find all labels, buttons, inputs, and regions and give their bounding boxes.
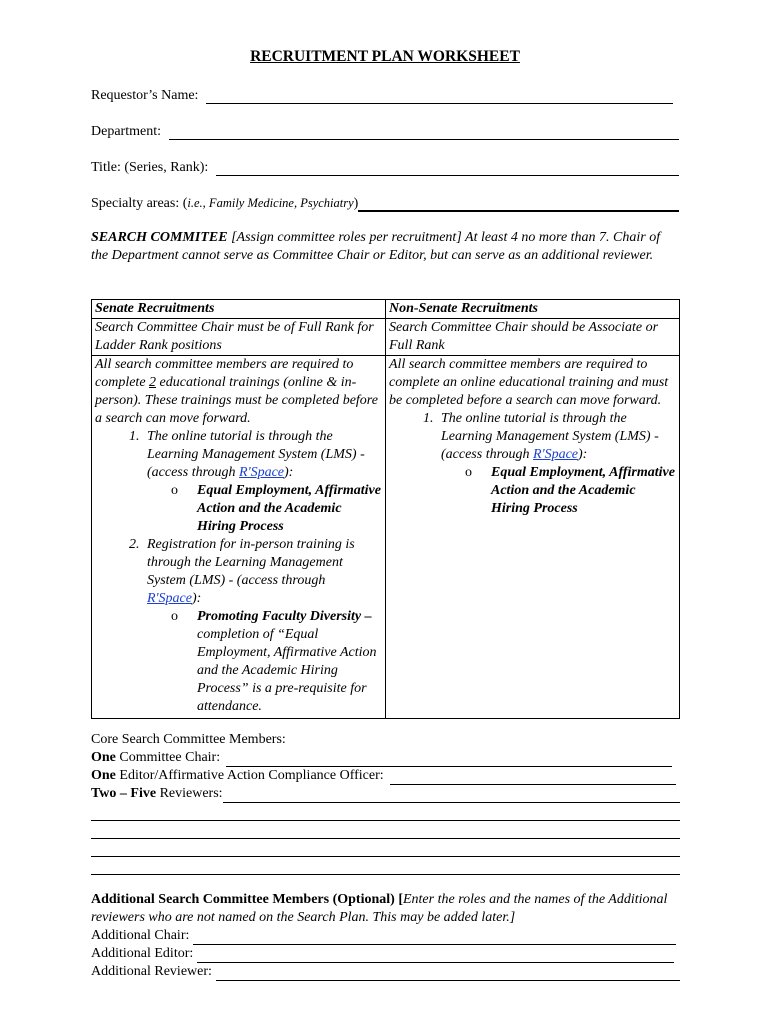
- requestor-name-label: Requestor’s Name:: [91, 88, 199, 103]
- page-title: RECRUITMENT PLAN WORKSHEET: [250, 48, 520, 65]
- reviewers-text: Reviewers:: [156, 786, 223, 801]
- committee-chair-count: One: [91, 750, 116, 765]
- additional-reviewer-label: Additional Reviewer:: [91, 964, 212, 979]
- table-chair-row: [92, 319, 680, 356]
- senate-training-cell: [92, 356, 386, 719]
- reviewers-label: [91, 785, 223, 803]
- senate-header: Senate Recruitments: [92, 300, 386, 319]
- recruitment-requirements-table: [91, 299, 680, 719]
- nonsenate-training-list: [389, 410, 676, 518]
- core-committee-section: [91, 731, 680, 875]
- senate-item1-sub-text: Equal Employment, Affirmative Action and the Academic Hiring Process: [197, 483, 381, 534]
- additional-heading-bold: Additional Search Committee Members (Optional) [: [91, 892, 403, 907]
- nonsenate-chair-requirement: Search Committee Chair should be Associate or Full Rank: [386, 319, 680, 356]
- specialty-suffix: ): [353, 196, 359, 211]
- committee-chair-row: [91, 749, 680, 767]
- senate-item2-sub-rest: completion of “Equal Employment, Affirmative Action and the Academic Hiring Process” is a pre-requisite for attendance.: [197, 627, 377, 714]
- nonsenate-header: Non-Senate Recruitments: [386, 300, 680, 319]
- title-row: [91, 158, 679, 176]
- reviewers-count: Two – Five: [91, 786, 157, 801]
- additional-committee-heading: [91, 891, 680, 927]
- additional-editor-label: Additional Editor:: [91, 946, 194, 961]
- department-field[interactable]: [169, 125, 679, 140]
- nonsenate-item1-end: ):: [578, 447, 588, 462]
- nonsenate-training-item-1: [437, 410, 676, 518]
- title-series-rank-label: Title: (Series, Rank):: [91, 160, 209, 175]
- senate-training-requirement: [95, 356, 382, 428]
- specialty-example: i.e., Family Medicine, Psychiatry: [187, 196, 354, 210]
- senate-req-after: educational trainings (online & in-person). These trainings must be completed before a search can move forward.: [95, 375, 378, 426]
- department-row: [91, 122, 679, 140]
- reviewer-line-4[interactable]: [91, 857, 680, 875]
- additional-reviewer-row: [91, 963, 680, 981]
- senate-item1-text: The online tutorial is through the Learning Management System (LMS) - (access through: [147, 429, 365, 480]
- senate-item2-sub-bold: Promoting Faculty Diversity –: [197, 609, 372, 624]
- editor-field[interactable]: [390, 770, 676, 785]
- senate-training-list: [95, 428, 382, 716]
- nonsenate-item1-subitem: [465, 464, 676, 518]
- editor-count: One: [91, 768, 116, 783]
- senate-item2-end: ):: [191, 591, 202, 606]
- senate-training-item-1: [143, 428, 382, 536]
- table-header-row: [92, 300, 680, 319]
- senate-item2-sublist: [147, 608, 382, 716]
- reviewer-line-1[interactable]: [91, 803, 680, 821]
- editor-text: Editor/Affirmative Action Compliance Officer:: [115, 768, 384, 783]
- senate-item2-rspace-link[interactable]: R'Space: [147, 591, 192, 606]
- search-committee-text: [Assign committee roles per recruitment] At least 4 no more than 7. Chair of the Department cannot serve as Committee Chair or Editor, but can serve as an additional reviewer.: [91, 230, 661, 263]
- committee-chair-label: [91, 749, 220, 767]
- bullet-icon: o: [171, 483, 178, 498]
- table-training-row: [92, 356, 680, 719]
- committee-chair-text: Committee Chair:: [115, 750, 221, 765]
- department-label: Department:: [91, 124, 161, 139]
- senate-item2-text: Registration for in-person training is through the Learning Management System (LMS) - (access through: [147, 537, 355, 588]
- senate-req-before: All search committee members are required to complete: [95, 357, 354, 390]
- additional-reviewer-field[interactable]: [216, 966, 680, 981]
- senate-training-item-2: [143, 536, 382, 716]
- senate-item1-rspace-link[interactable]: R'Space: [239, 465, 285, 480]
- nonsenate-item1-rspace-link[interactable]: R'Space: [533, 447, 579, 462]
- specialty-label: [91, 196, 358, 212]
- nonsenate-item1-sub-text: Equal Employment, Affirmative Action and the Academic Hiring Process: [491, 465, 675, 516]
- search-committee-heading: SEARCH COMMITEE: [91, 230, 228, 245]
- specialty-field[interactable]: [358, 196, 679, 212]
- editor-label: [91, 767, 384, 785]
- senate-item1-sublist: [147, 482, 382, 536]
- senate-chair-requirement: Search Committee Chair must be of Full Rank for Ladder Rank positions: [92, 319, 386, 356]
- reviewer-line-2[interactable]: [91, 821, 680, 839]
- nonsenate-item1-sublist: [441, 464, 676, 518]
- additional-chair-row: [91, 927, 680, 945]
- editor-row: [91, 767, 680, 785]
- reviewer-line-3[interactable]: [91, 839, 680, 857]
- additional-chair-label: Additional Chair:: [91, 928, 190, 943]
- senate-item2-subitem: [171, 608, 382, 716]
- senate-item1-end: ):: [284, 465, 294, 480]
- reviewers-row: [91, 785, 680, 803]
- additional-editor-row: [91, 945, 680, 963]
- nonsenate-item1-text: The online tutorial is through the Learning Management System (LMS) - (access through: [441, 411, 659, 462]
- core-committee-heading: Core Search Committee Members:: [91, 732, 286, 747]
- specialty-row: [91, 194, 679, 212]
- nonsenate-training-cell: [386, 356, 680, 719]
- title-series-rank-field[interactable]: [216, 161, 679, 176]
- senate-item1-subitem: [171, 482, 382, 536]
- additional-heading-italic: Enter the roles and the names of the Additional reviewers who are not named on the Search Plan. This may be added later.]: [91, 892, 668, 925]
- specialty-prefix: Specialty areas: (: [91, 196, 188, 211]
- search-committee-instructions: [91, 229, 671, 265]
- reviewers-field[interactable]: [223, 788, 680, 803]
- committee-chair-field[interactable]: [226, 752, 672, 767]
- requestor-name-field[interactable]: [206, 89, 673, 104]
- additional-chair-field[interactable]: [193, 930, 676, 945]
- additional-editor-field[interactable]: [197, 948, 674, 963]
- additional-committee-section: [91, 891, 680, 981]
- bullet-icon: o: [171, 609, 178, 624]
- bullet-icon: o: [465, 465, 472, 480]
- requestor-name-row: [91, 86, 679, 104]
- senate-req-number: 2: [149, 375, 157, 390]
- nonsenate-training-requirement: All search committee members are required to complete an online educational training and must be completed before a search can move forward.: [389, 357, 669, 408]
